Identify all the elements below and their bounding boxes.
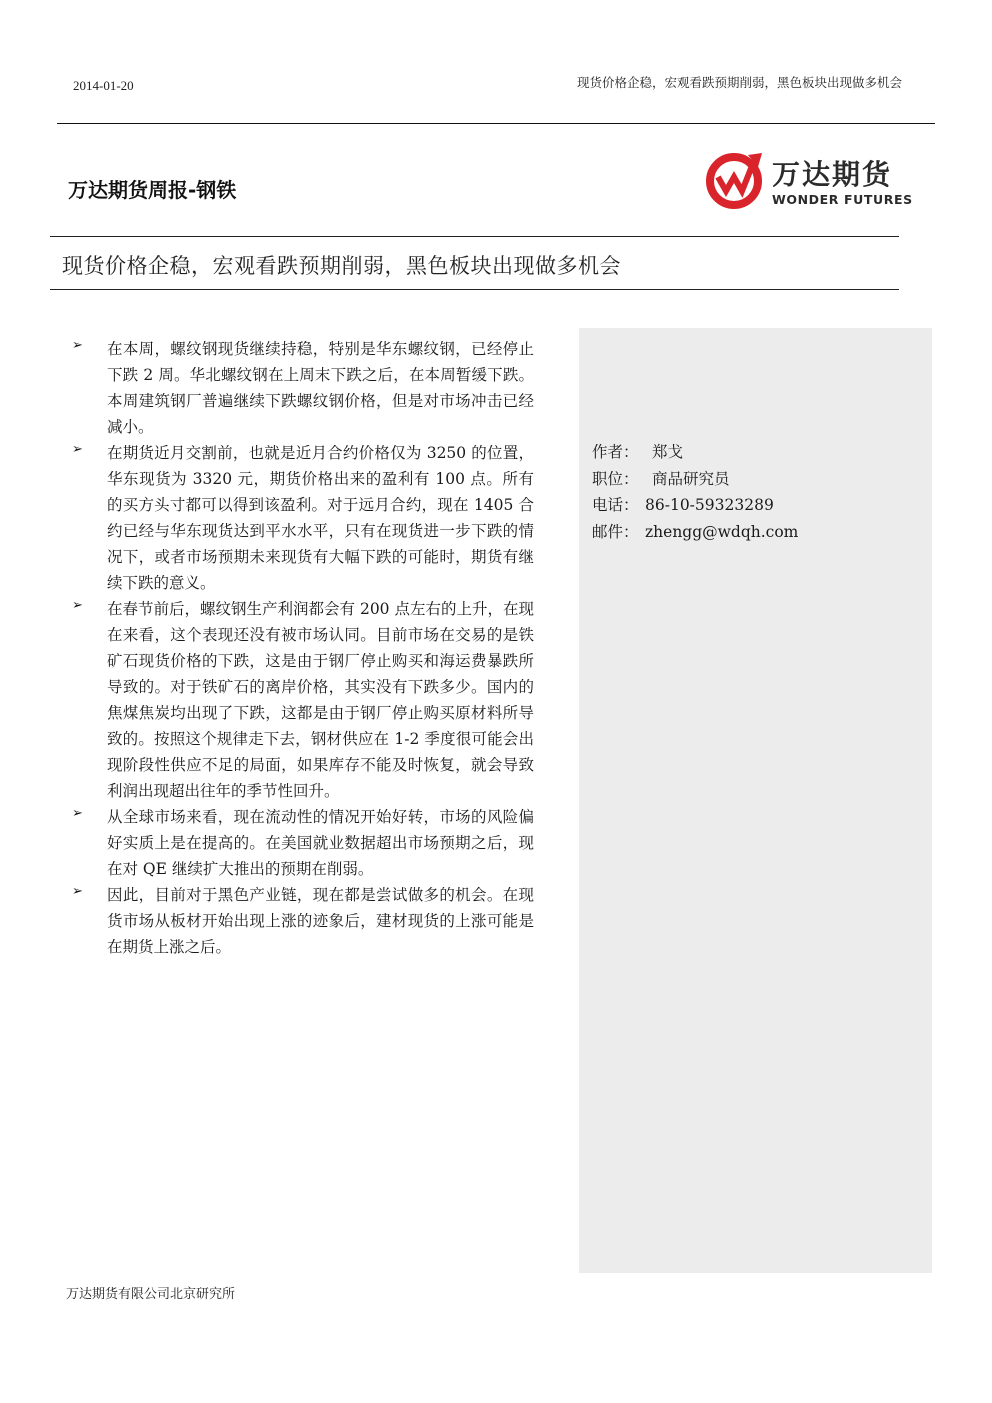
wonder-futures-logo-icon	[704, 147, 766, 211]
logo-text-en: WONDER FUTURES	[772, 192, 913, 207]
author-title-row	[592, 466, 798, 493]
author-phone: 86-10-59323289	[645, 496, 774, 514]
bullet-item	[72, 440, 534, 596]
author-email-label: 邮件：	[592, 522, 639, 541]
bullet-list	[72, 336, 534, 960]
author-title-label: 职位：	[592, 469, 639, 488]
report-name: 万达期货周报-钢铁	[68, 178, 237, 202]
author-email: zhengg@wdqh.com	[645, 522, 799, 541]
bullet-text: 在春节前后，螺纹钢生产利润都会有 200 点左右的上升，在现在来看，这个表现还没有被市场认同。目前市场在交易的是铁矿石现货价格的下跌，这是由于钢厂停止购买和海运费暴跌所导致的。对于铁矿石的离岸价格，其实没有下跌多少。国内的焦煤焦炭均出现了下跌，这都是由于钢厂停止购买原材料所导致的。按照这个规律走下去，钢材供应在 1-2 季度很可能会出现阶段性供应不足的局面，如果库存不能及时恢复，就会导致利润出现超出往年的季节性回升。	[107, 600, 534, 800]
arrow-bullet-icon: ➢	[72, 338, 83, 353]
bullet-item	[72, 596, 534, 804]
arrow-bullet-icon: ➢	[72, 884, 83, 899]
arrow-bullet-icon: ➢	[72, 806, 83, 821]
company-logo	[704, 147, 914, 211]
bullet-item	[72, 804, 534, 882]
bullet-item	[72, 336, 534, 440]
side-panel	[579, 328, 932, 1273]
bullet-text: 在期货近月交割前，也就是近月合约价格仅为 3250 的位置，华东现货为 3320 元，期货价格出来的盈利有 100 点。所有的买方头寸都可以得到该盈利。对于远月合约，现在 1405 合约已经与华东现货达到平水水平，只有在现货进一步下跌的情况下，或者市场预期未来现货有大幅下跌的可能时，期货有继续下跌的意义。	[107, 444, 534, 592]
headline: 现货价格企稳，宏观看跌预期削弱，黑色板块出现做多机会	[62, 254, 621, 278]
logo-text-cn: 万达期货	[772, 158, 893, 191]
bullet-text: 从全球市场来看，现在流动性的情况开始好转，市场的风险偏好实质上是在提高的。在美国就业数据超出市场预期之后，现在对 QE 继续扩大推出的预期在削弱。	[107, 808, 534, 878]
author-name: 郑戈	[652, 443, 684, 461]
author-info	[592, 439, 798, 545]
author-name-label: 作者：	[592, 443, 639, 461]
bullet-item	[72, 882, 534, 960]
author-title: 商品研究员	[652, 469, 730, 488]
report-date: 2014-01-20	[73, 78, 134, 93]
bullet-text: 在本周，螺纹钢现货继续持稳，特别是华东螺纹钢，已经停止下跌 2 周。华北螺纹钢在上周末下跌之后，在本周暂缓下跌。本周建筑钢厂普遍继续下跌螺纹钢价格，但是对市场冲击已经减小。	[107, 340, 534, 436]
headline-divider-top	[50, 236, 899, 237]
author-phone-row	[592, 492, 798, 519]
arrow-bullet-icon: ➢	[72, 442, 83, 457]
author-email-row	[592, 519, 798, 546]
running-header-title: 现货价格企稳，宏观看跌预期削弱，黑色板块出现做多机会	[576, 75, 902, 90]
author-phone-label: 电话：	[592, 496, 639, 514]
author-name-row	[592, 439, 798, 466]
top-divider	[57, 123, 935, 124]
arrow-bullet-icon: ➢	[72, 598, 83, 613]
footer-company: 万达期货有限公司北京研究所	[66, 1287, 236, 1302]
headline-divider-bottom	[50, 289, 899, 290]
bullet-text: 因此，目前对于黑色产业链，现在都是尝试做多的机会。在现货市场从板材开始出现上涨的迹象后，建材现货的上涨可能是在期货上涨之后。	[107, 886, 534, 956]
